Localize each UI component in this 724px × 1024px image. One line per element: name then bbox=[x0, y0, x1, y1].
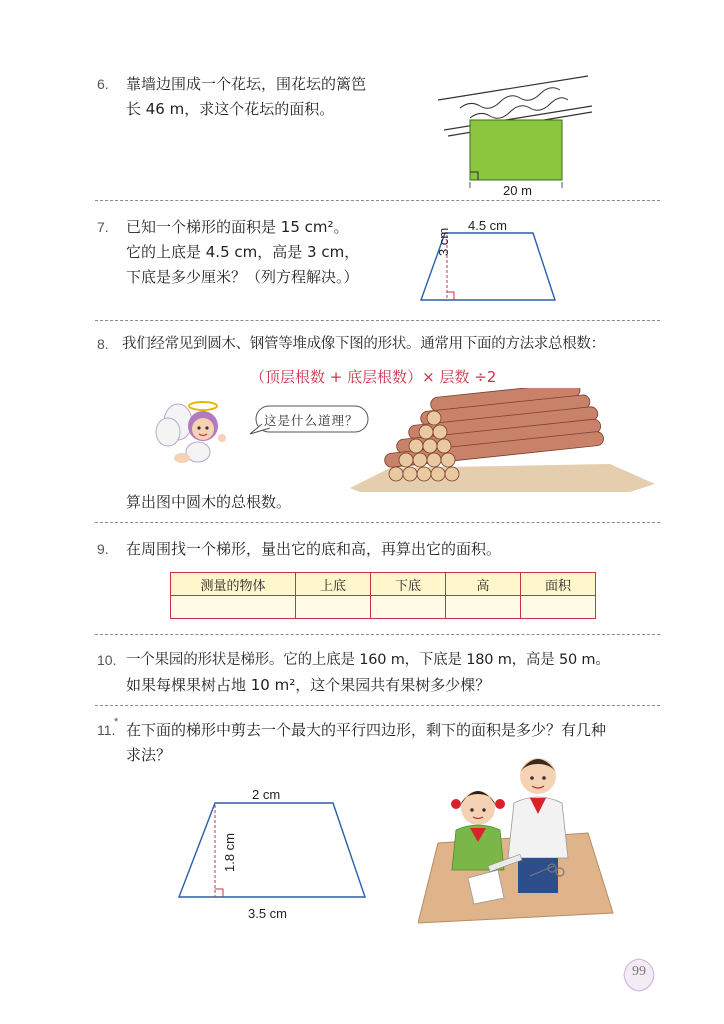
problem-8-question: 算出图中圆木的总根数。 bbox=[126, 493, 292, 511]
problem-7-line-3: 下底是多少厘米？（列方程解决。） bbox=[126, 268, 359, 286]
log-pile-illustration bbox=[350, 388, 660, 493]
separator bbox=[95, 634, 660, 635]
table-cell[interactable] bbox=[371, 596, 446, 619]
separator bbox=[95, 522, 660, 523]
problem-6-garden-figure bbox=[430, 70, 600, 200]
table-cell[interactable] bbox=[171, 596, 296, 619]
problem-8-number: 8. bbox=[97, 336, 109, 352]
problem-7-line-2: 它的上底是 4.5 cm，高是 3 cm， bbox=[126, 243, 360, 261]
separator bbox=[95, 200, 660, 201]
table-cell[interactable] bbox=[296, 596, 371, 619]
problem-11-star: * bbox=[114, 716, 119, 728]
problem-11-bottom-label: 3.5 cm bbox=[248, 906, 288, 921]
angel-illustration bbox=[148, 392, 238, 472]
table-cell[interactable] bbox=[446, 596, 521, 619]
problem-8-line-1: 我们经常见到圆木、钢管等堆成像下图的形状。通常用下面的方法求总根数： bbox=[122, 336, 605, 352]
problem-6-number: 6. bbox=[97, 76, 109, 92]
trapezoid-shape bbox=[179, 803, 365, 897]
table-row bbox=[171, 596, 596, 619]
wall-texture bbox=[460, 88, 560, 109]
table-cell[interactable] bbox=[521, 596, 596, 619]
speech-bubble-text: 这是什么道理？ bbox=[264, 413, 359, 428]
problem-10-line-2: 如果每棵果树占地 10 m²，这个果园共有果树多少棵？ bbox=[126, 676, 491, 694]
table-header-cell: 测量的物体 bbox=[171, 573, 296, 596]
problem-6-line-1: 靠墙边围成一个花坛，围花坛的篱笆 bbox=[126, 75, 367, 93]
problem-7-height-label: 3 cm bbox=[436, 227, 451, 256]
problem-9-number: 9. bbox=[97, 541, 109, 557]
problem-7-top-label: 4.5 cm bbox=[468, 218, 508, 233]
problem-10-line-1: 一个果园的形状是梯形。它的上底是 160 m，下底是 180 m，高是 50 m。 bbox=[126, 652, 610, 668]
garden-rectangle bbox=[470, 120, 562, 180]
page-number: 99 bbox=[632, 964, 646, 979]
table-header-cell: 面积 bbox=[521, 573, 596, 596]
table-header-cell: 上底 bbox=[296, 573, 371, 596]
right-angle-mark bbox=[215, 889, 223, 897]
problem-9-line-1: 在周围找一个梯形，量出它的底和高，再算出它的面积。 bbox=[126, 540, 502, 558]
problem-11-number: 11. bbox=[97, 722, 116, 738]
measurement-table bbox=[170, 572, 596, 619]
problem-10-number: 10. bbox=[97, 652, 117, 668]
problem-8-formula: （顶层根数 + 底层根数）× 层数 ÷2 bbox=[250, 368, 497, 386]
right-angle-mark bbox=[447, 292, 454, 300]
problem-7-line-1: 已知一个梯形的面积是 15 cm²。 bbox=[126, 218, 349, 236]
separator bbox=[95, 320, 660, 321]
problem-6-line-2: 长 46 m，求这个花坛的面积。 bbox=[126, 100, 335, 118]
problem-11-trapezoid-figure bbox=[175, 800, 375, 900]
problem-11-line-2: 求法？ bbox=[126, 746, 172, 764]
problem-11-top-label: 2 cm bbox=[252, 787, 281, 802]
problem-11-height-label: 1.8 cm bbox=[222, 832, 237, 872]
table-header-cell: 下底 bbox=[371, 573, 446, 596]
children-illustration bbox=[418, 748, 618, 928]
wall-line bbox=[438, 76, 588, 100]
table-header-cell: 高 bbox=[446, 573, 521, 596]
separator bbox=[95, 705, 660, 706]
problem-7-number: 7. bbox=[97, 219, 109, 235]
table-header-row bbox=[171, 573, 596, 596]
problem-11-line-1: 在下面的梯形中剪去一个最大的平行四边形，剩下的面积是多少？有几种 bbox=[126, 721, 607, 739]
problem-6-width-label: 20 m bbox=[503, 183, 532, 198]
